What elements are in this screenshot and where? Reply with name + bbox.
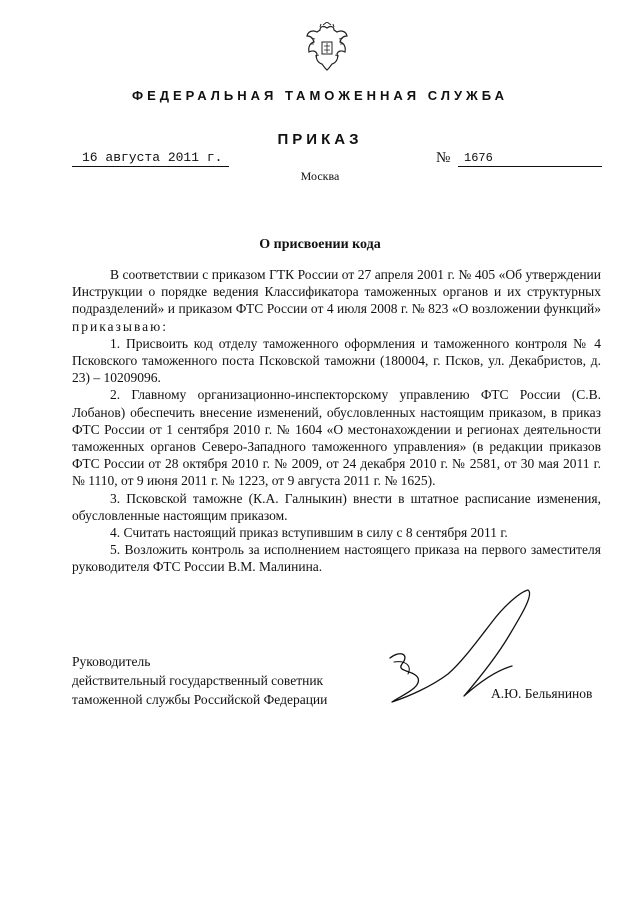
- coat-of-arms-emblem: [305, 22, 349, 72]
- order-subject: О присвоении кода: [259, 237, 381, 252]
- signer-name: А.Ю. Бельянинов: [491, 686, 593, 701]
- city: Москва: [300, 169, 340, 183]
- order-item-2: 2. Главному организационно-инспекторскому управлению ФТС России (С.В. Лобанов) обеспечить внесение изменений, обусловленных настоящим приказом, в приказ ФТС России от 1 сентября 2010 г. № 1604 «О местонахождении и регионах деятельности таможенных органов Северо-Западного таможенного управления» (в редакции приказов ФТС России от 28 октября 2010 г. № 2009, от 24 декабря 2010 г. № 2581, от 30 мая 2011 г. № 1110, от 9 июня 2011 г. № 1223, от 9 августа 2011 г. № 1625).: [72, 387, 601, 489]
- order-item-1: 1. Присвоить код отделу таможенного оформления и таможенного контроля № 4 Псковского таможенного поста Псковской таможни (180004, г. Псков, ул. Декабристов, д. 23) – 10209096.: [72, 335, 601, 386]
- intro-text: В соответствии с приказом ГТК России от 27 апреля 2001 г. № 405 «Об утверждении Инструкции о порядке ведения Классификатора таможенных органов и их структурных подразделений» и приказом ФТС России от 4 июля 2008 г. № 823 «О возложении функций»: [72, 267, 601, 317]
- order-body: [72, 266, 601, 576]
- intro-paragraph: [72, 266, 601, 335]
- order-date: 16 августа 2011 г.: [72, 150, 229, 167]
- signer-title-line-1: Руководитель: [72, 654, 151, 669]
- agency-name: ФЕДЕРАЛЬНАЯ ТАМОЖЕННАЯ СЛУЖБА: [131, 88, 509, 103]
- order-word: приказываю:: [72, 318, 168, 334]
- number-label: №: [436, 150, 451, 166]
- handwritten-signature: [370, 578, 570, 728]
- order-item-4: 4. Считать настоящий приказ вступившим в силу с 8 сентября 2011 г.: [110, 525, 508, 541]
- order-number: 1676: [458, 151, 602, 167]
- signer-title: [72, 652, 327, 709]
- signer-title-line-2: действительный государственный советник: [72, 673, 324, 688]
- order-item-3: 3. Псковской таможне (К.А. Галныкин) внести в штатное расписание изменения, обусловленные настоящим приказом.: [72, 490, 601, 523]
- signer-title-line-3: таможенной службы Российской Федерации: [72, 692, 328, 707]
- document-type: ПРИКАЗ: [277, 131, 363, 148]
- order-item-5: 5. Возложить контроль за исполнением настоящего приказа на первого заместителя руководителя ФТС России В.М. Малинина.: [72, 542, 601, 575]
